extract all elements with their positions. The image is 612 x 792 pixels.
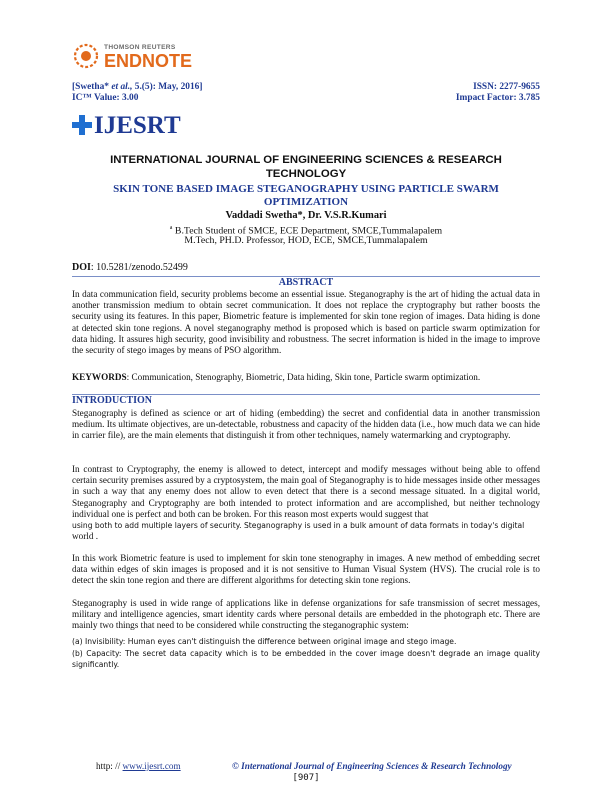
endnote-logo	[72, 40, 202, 76]
logo-main-text: ENDNOTE	[104, 51, 193, 71]
paper-title: SKIN TONE BASED IMAGE STEGANOGRAPHY USING PARTICLE SWARM OPTIMIZATION	[113, 183, 499, 208]
intro-paragraph-1: Steganography is defined as science or art of hiding (embedding) the secret and confidential data in another transmission medium. Its ultimate objectives, are un-detectable, robustness and capacity of the hidden data (i.e., how much data we can hide in carrier file), are the main elements that distinguish it from other techniques, namely watermarking and cryptography.	[72, 408, 540, 441]
ic-value: IC™ Value: 3.00	[72, 93, 139, 103]
affiliation-1: $^a$ B.Tech Student of SMCE, ECE Department, SMCE,Tummalapalem	[169, 225, 443, 237]
impact-factor: Impact Factor: 3.785	[455, 93, 540, 103]
intro-paragraph-2-end: world .	[72, 531, 99, 541]
plus-icon	[72, 115, 92, 135]
footer-url: http: // www.ijesrt.com	[96, 761, 181, 771]
intro-paragraph-2: In contrast to Cryptography, the enemy is allowed to detect, intercept and modify messages without being able to offend certain security premises assured by a cryptosystem, the main goal of Steganography is to hide messages inside other messages in such a way that any enemy does not allow to even detect that there is a second message situated. In a digital world, Steganography and Cryptography are both intended to protect information and are accomplished, but neither technology individual one is perfect and both can be broken. For this reason most experts would suggest that	[72, 464, 540, 519]
list-item: (b) Capacity: The secret data capacity which is to be embedded in the cover image doesn't degrade an image quality significantly.	[72, 649, 540, 670]
issn: ISSN: 2277-9655	[473, 82, 540, 92]
citation-line: [Swetha* et al., 5.(5): May, 2016]	[72, 82, 203, 92]
intro-paragraph-4: Steganography is used in wide range of applications like in defense organizations for safe transmission of secret messages, military and intelligence agencies, smart identity cards where personal details are embedded in the photograph etc. There are mainly two things that need to be considered while constructing the steganographic system:	[72, 598, 540, 631]
page-number: [907]	[292, 773, 320, 783]
abstract-text: In data communication field, security problems become an essential issue. Steganography is the art of hiding the actual data in another transmission medium to obtain secret communication. It does not replace the cryptography but rather boosts the security using its features. In this paper, Biometric feature is implemented for skin tone region of images. Data hiding is done at detected skin tone regions. A novel steganography method is proposed which is based on particle swarm optimization for data hiding. It assures high security, good invisibility and robustness. The secret information is hided in the image to improve the security of stego images by means of PSO algorithm.	[72, 289, 540, 356]
authors: Vaddadi Swetha*, Dr. V.S.R.Kumari	[225, 210, 387, 221]
intro-paragraph-2-cont: using both to add multiple layers of security. Steganography is used in a bulk amount of data formats in today's digital	[72, 521, 525, 530]
doi: DOI: 10.5281/zenodo.52499	[72, 262, 188, 273]
journal-abbrev: IJESRT	[94, 112, 181, 139]
endnote-mark-icon	[72, 42, 100, 70]
keywords: KEYWORDS: Communication, Stenography, Biometric, Data hiding, Skin tone, Particle swarm optimization.	[72, 372, 481, 382]
abstract-heading: ABSTRACT	[278, 277, 334, 288]
footer-copyright: © International Journal of Engineering Sciences & Research Technology	[232, 761, 512, 771]
intro-paragraph-3: In this work Biometric feature is used to implement for skin tone stenography in images. A new method of embedding secret data within edges of skin images is proposed and it is not sensitive to Human Visual System (HVS). The crucial role is to detect the skin tone region and there are different algorithms for detecting skin tone regions.	[72, 553, 540, 586]
introduction-heading: INTRODUCTION	[72, 395, 153, 406]
affiliation-2: M.Tech, PH.D. Professor, HOD, ECE, SMCE,Tummalapalem	[184, 235, 428, 246]
journal-full-title: INTERNATIONAL JOURNAL OF ENGINEERING SCIENCES & RESEARCH TECHNOLOGY	[110, 154, 502, 180]
website-link[interactable]: www.ijesrt.com	[122, 761, 181, 771]
list-item: (a) Invisibility: Human eyes can't distinguish the difference between original image and stego image.	[72, 637, 457, 646]
logo-top-text: THOMSON REUTERS	[104, 44, 176, 51]
